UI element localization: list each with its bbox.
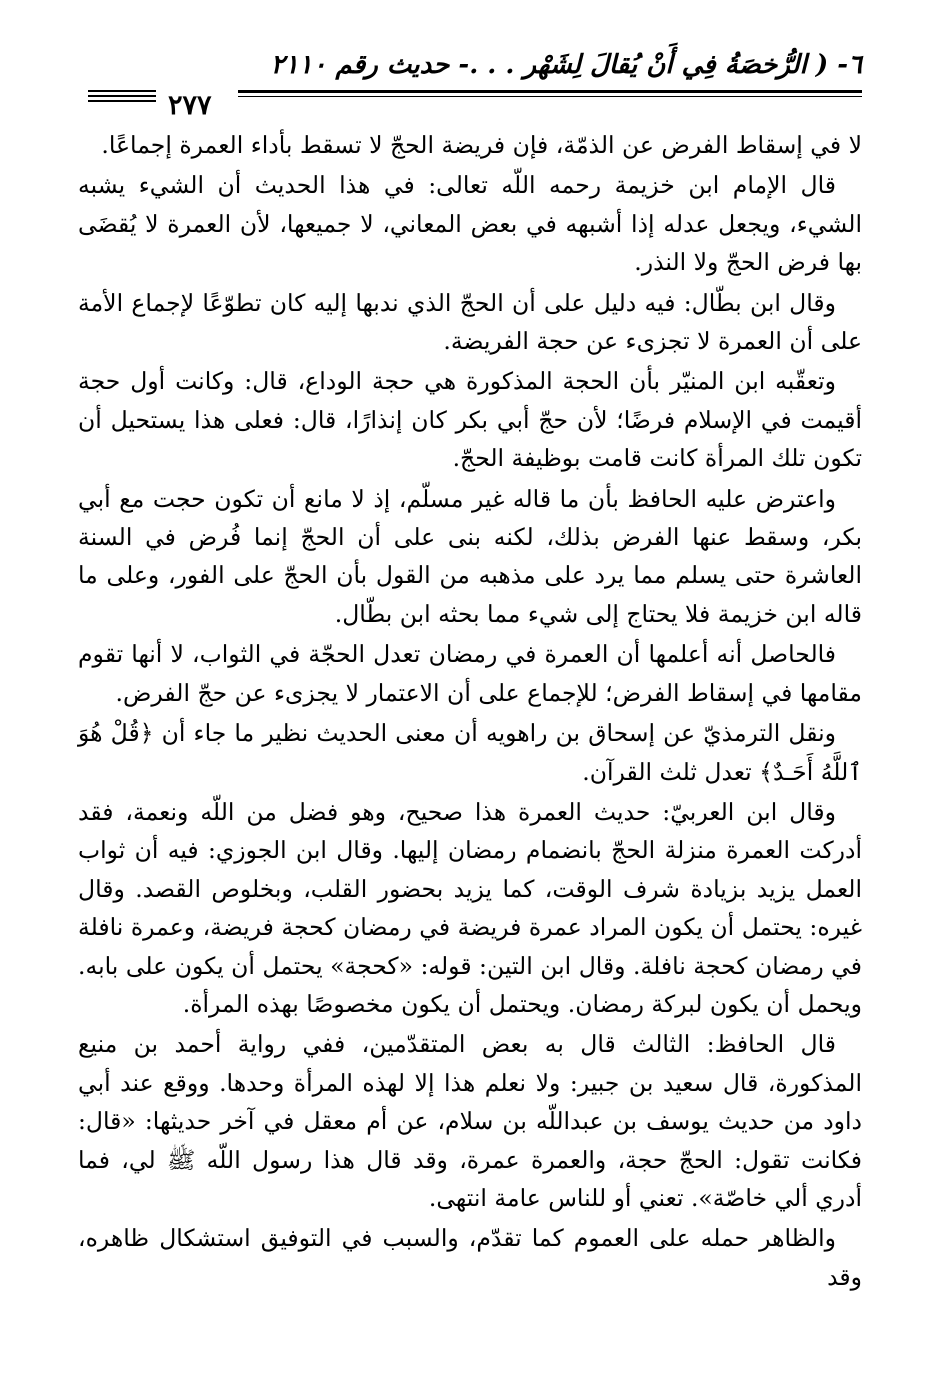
body-text bbox=[78, 126, 862, 1298]
paragraph: واعترض عليه الحافظ بأن ما قاله غير مسلّم، إذ لا مانع أن تكون حجت مع أبي بكر، وسقط عنها الفرض بذلك، لكنه بنى على أن الحجّ إنما فُرض في السنة العاشرة حتى يسلم مما يرد على مذهبه من القول بأن الحجّ على الفور، وعلى ما قاله ابن خزيمة فلا يحتاج إلى شيء مما بحثه ابن بطّال. bbox=[78, 484, 862, 628]
paragraph: قال الإمام ابن خزيمة رحمه اللّه تعالى: في هذا الحديث أن الشيء يشبه الشيء، ويجعل عدله إذا أشبهه في بعض المعاني، لا جميعها، لأن العمرة لا يُقضَى بها فرض الحجّ ولا النذر. bbox=[78, 171, 862, 277]
paragraph: وتعقّبه ابن المنيّر بأن الحجة المذكورة هي حجة الوداع، قال: وكانت أول حجة أقيمت في الإسلام فرضًا؛ لأن حجّ أبي بكر كان إنذارًا، قال: فعلى هذا يستحيل أن تكون تلك المرأة كانت قامت بوظيفة الحجّ. bbox=[78, 367, 862, 473]
header-rule-thin bbox=[238, 96, 862, 97]
header-rule-left-2 bbox=[88, 95, 156, 97]
paragraph: فالحاصل أنه أعلمها أن العمرة في رمضان تعدل الحجّة في الثواب، لا أنها تقوم مقامها في إسقاط الفرض؛ للإجماع على أن الاعتمار لا يجزىء عن حجّ الفرض. bbox=[78, 640, 862, 707]
header-rule-left-3 bbox=[88, 100, 156, 102]
paragraph: ونقل الترمذيّ عن إسحاق بن راهويه أن معنى الحديث نظير ما جاء أن ﴿قُلْ هُوَ ٱللَّهُ أَحَـدٌ﴾ تعدل ثلث القرآن. bbox=[78, 719, 862, 786]
paragraph: وقال ابن بطّال: فيه دليل على أن الحجّ الذي ندبها إليه كان تطوّعًا لإجماع الأمة على أن العمرة لا تجزىء عن حجة الفريضة. bbox=[78, 288, 862, 356]
paragraph: لا في إسقاط الفرض عن الذمّة، فإن فريضة الحجّ لا تسقط بأداء العمرة إجماعًا. bbox=[101, 131, 862, 159]
page-header bbox=[88, 50, 862, 121]
header-rule bbox=[238, 90, 862, 93]
running-title: ٦- ( الرُّخصَةُ فِي أَنْ يُقالَ لِشَهْر . . .- حديث رقم ٢١١٠ bbox=[270, 50, 862, 80]
paragraph: قال الحافظ: الثالث قال به بعض المتقدّمين، ففي رواية أحمد بن منيع المذكورة، قال سعيد بن جبير: ولا نعلم هذا إلا لهذه المرأة وحدها. ووقع عند أبي داود من حديث يوسف بن عبداللّه بن سلام، عن أم معقل في آخر حديثها: «قال: فكانت تقول: الحجّ حجة، والعمرة عمرة، وقد قال هذا رسول اللّه ﷺ لي، فما أدري ألي خاصّة». تعني أو للناس عامة انتهى. bbox=[78, 1030, 862, 1212]
paragraph: وقال ابن العربيّ: حديث العمرة هذا صحيح، وهو فضل من اللّه ونعمة، فقد أدركت العمرة منزلة الحجّ بانضمام رمضان إليها. وقال ابن الجوزي: فيه أن ثواب العمل يزيد بزيادة شرف الوقت، كما يزيد بحضور القلب، وبخلوص القصد. وقال غيره: يحتمل أن يكون المراد عمرة فريضة في رمضان كحجة فريضة، وعمرة نافلة في رمضان كحجة نافلة. وقال ابن التين: قوله: «كحجة» يحتمل أن يكون على بابه. ويحمل أن يكون لبركة رمضان. ويحتمل أن يكون مخصوصًا بهذه المرأة. bbox=[78, 797, 862, 1018]
header-rule-left bbox=[88, 90, 156, 92]
page-number: ٢٧٧ bbox=[162, 90, 218, 121]
paragraph: والظاهر حمله على العموم كما تقدّم، والسبب في التوفيق استشكال ظاهره، وقد bbox=[78, 1224, 862, 1291]
